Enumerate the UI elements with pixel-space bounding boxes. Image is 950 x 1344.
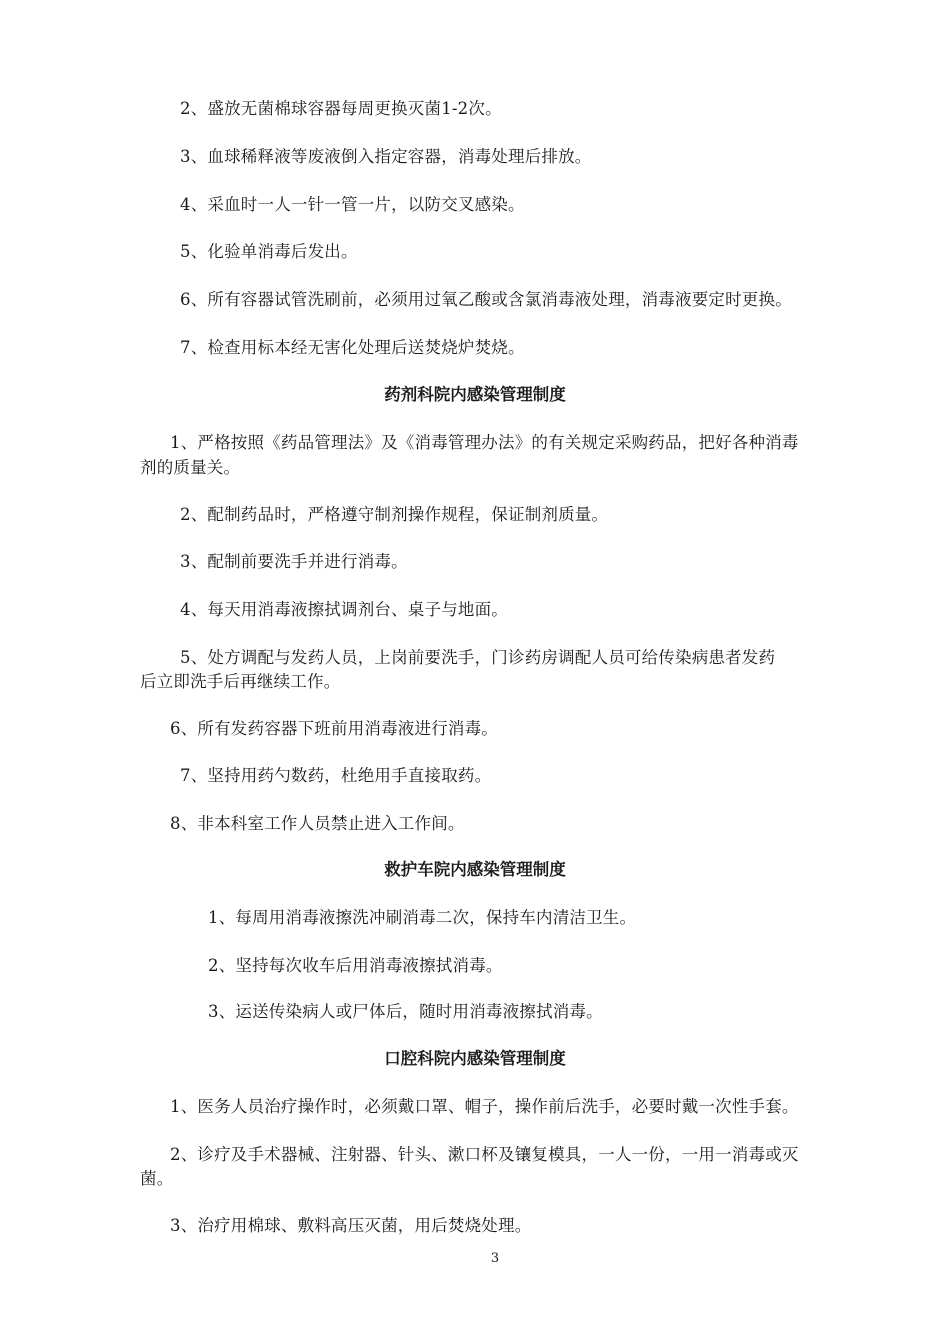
pharmacy-item-3: 3、配制前要洗手并进行消毒。 xyxy=(180,552,408,571)
page-number: 3 xyxy=(490,1251,500,1266)
pharmacy-item-8: 8、非本科室工作人员禁止进入工作间。 xyxy=(170,814,465,833)
dental-item-2-line-2: 菌。 xyxy=(140,1169,174,1188)
pharmacy-heading: 药剂科院内感染管理制度 xyxy=(384,385,566,404)
pharmacy-item-5-line-2: 后立即洗手后再继续工作。 xyxy=(140,672,341,691)
lab-item-3: 3、血球稀释液等废液倒入指定容器，消毒处理后排放。 xyxy=(180,147,592,166)
dental-item-1: 1、医务人员治疗操作时，必须戴口罩、帽子，操作前后洗手，必要时戴一次性手套。 xyxy=(170,1097,799,1116)
ambulance-item-1: 1、每周用消毒液擦洗冲刷消毒二次，保持车内清洁卫生。 xyxy=(208,908,637,927)
ambulance-item-3: 3、运送传染病人或尸体后，随时用消毒液擦拭消毒。 xyxy=(208,1002,603,1021)
pharmacy-item-1-line-1: 1、严格按照《药品管理法》及《消毒管理办法》的有关规定采购药品，把好各种消毒 xyxy=(170,433,799,452)
pharmacy-item-7: 7、坚持用药勺数药，杜绝用手直接取药。 xyxy=(180,766,492,785)
lab-item-2: 2、盛放无菌棉球容器每周更换灭菌1-2次。 xyxy=(180,99,502,118)
pharmacy-item-2: 2、配制药品时，严格遵守制剂操作规程，保证制剂质量。 xyxy=(180,505,609,524)
lab-item-7: 7、检查用标本经无害化处理后送焚烧炉焚烧。 xyxy=(180,338,525,357)
dental-item-2-line-1: 2、诊疗及手术器械、注射器、针头、漱口杯及镶复模具，一人一份，一用一消毒或灭 xyxy=(170,1145,799,1164)
lab-item-6: 6、所有容器试管洗刷前，必须用过氧乙酸或含氯消毒液处理，消毒液要定时更换。 xyxy=(180,290,792,309)
pharmacy-item-1-line-2: 剂的质量关。 xyxy=(140,458,241,477)
dental-heading: 口腔科院内感染管理制度 xyxy=(384,1049,566,1068)
lab-item-5: 5、化验单消毒后发出。 xyxy=(180,242,358,261)
ambulance-item-2: 2、坚持每次收车后用消毒液擦拭消毒。 xyxy=(208,956,503,975)
dental-item-3: 3、治疗用棉球、敷料高压灭菌，用后焚烧处理。 xyxy=(170,1216,532,1235)
lab-item-4: 4、采血时一人一针一管一片，以防交叉感染。 xyxy=(180,195,525,214)
ambulance-heading: 救护车院内感染管理制度 xyxy=(384,860,566,879)
pharmacy-item-4: 4、每天用消毒液擦拭调剂台、桌子与地面。 xyxy=(180,600,508,619)
pharmacy-item-5-line-1: 5、处方调配与发药人员，上岗前要洗手，门诊药房调配人员可给传染病患者发药 xyxy=(180,648,776,667)
pharmacy-item-6: 6、所有发药容器下班前用消毒液进行消毒。 xyxy=(170,719,498,738)
